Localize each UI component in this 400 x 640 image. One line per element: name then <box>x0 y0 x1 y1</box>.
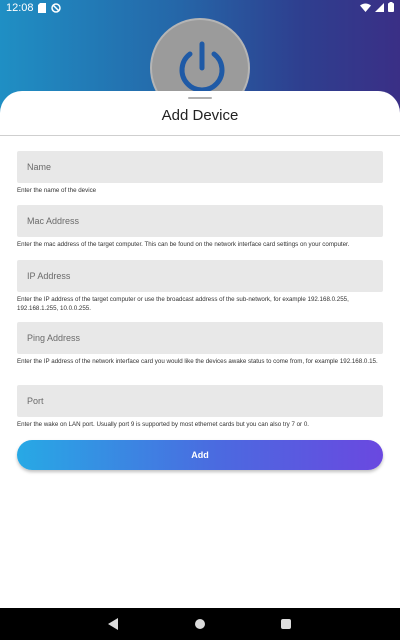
name-field[interactable] <box>17 151 383 183</box>
sheet-title: Add Device <box>161 107 239 124</box>
ping-address-field[interactable] <box>17 322 383 354</box>
do-not-disturb-icon <box>51 3 61 13</box>
recents-icon[interactable] <box>281 619 291 629</box>
status-time: 12:08 <box>6 2 34 14</box>
port-input[interactable] <box>17 385 383 417</box>
back-icon[interactable] <box>107 617 119 631</box>
ip-address-field[interactable] <box>17 260 383 292</box>
battery-icon <box>388 2 394 12</box>
status-bar <box>0 0 400 16</box>
wifi-icon <box>360 3 371 12</box>
ping-address-input[interactable] <box>17 322 383 354</box>
ping-address-helper-text: Enter the IP address of the network interface card you would like the devices awake status to come from, for example 192.168.0.15. <box>17 358 378 365</box>
ip-address-helper-text: Enter the IP address of the target computer or use the broadcast address of the sub-network, for example 192.168.0.255, 192.168.1.255, 10.0.0.255. <box>17 296 349 312</box>
power-icon <box>174 40 230 98</box>
add-button[interactable]: Add <box>17 440 383 470</box>
mac-address-input[interactable] <box>17 205 383 237</box>
navigation-bar <box>0 608 400 640</box>
sim-card-icon <box>38 3 46 13</box>
ip-address-input[interactable] <box>17 260 383 292</box>
home-icon[interactable] <box>195 619 205 629</box>
drag-handle[interactable] <box>188 97 212 99</box>
mac-address-field[interactable] <box>17 205 383 237</box>
name-helper-text: Enter the name of the device <box>17 187 97 194</box>
port-field[interactable] <box>17 385 383 417</box>
port-helper-text: Enter the wake on LAN port. Usually port 9 is supported by most ethernet cards but you can also try 7 or 0. <box>17 421 309 428</box>
add-device-sheet <box>0 91 400 608</box>
divider <box>0 135 400 136</box>
signal-icon <box>375 3 384 12</box>
mac-address-helper-text: Enter the mac address of the target computer. This can be found on the network interface card settings on your computer. <box>17 241 350 248</box>
name-input[interactable] <box>17 151 383 183</box>
